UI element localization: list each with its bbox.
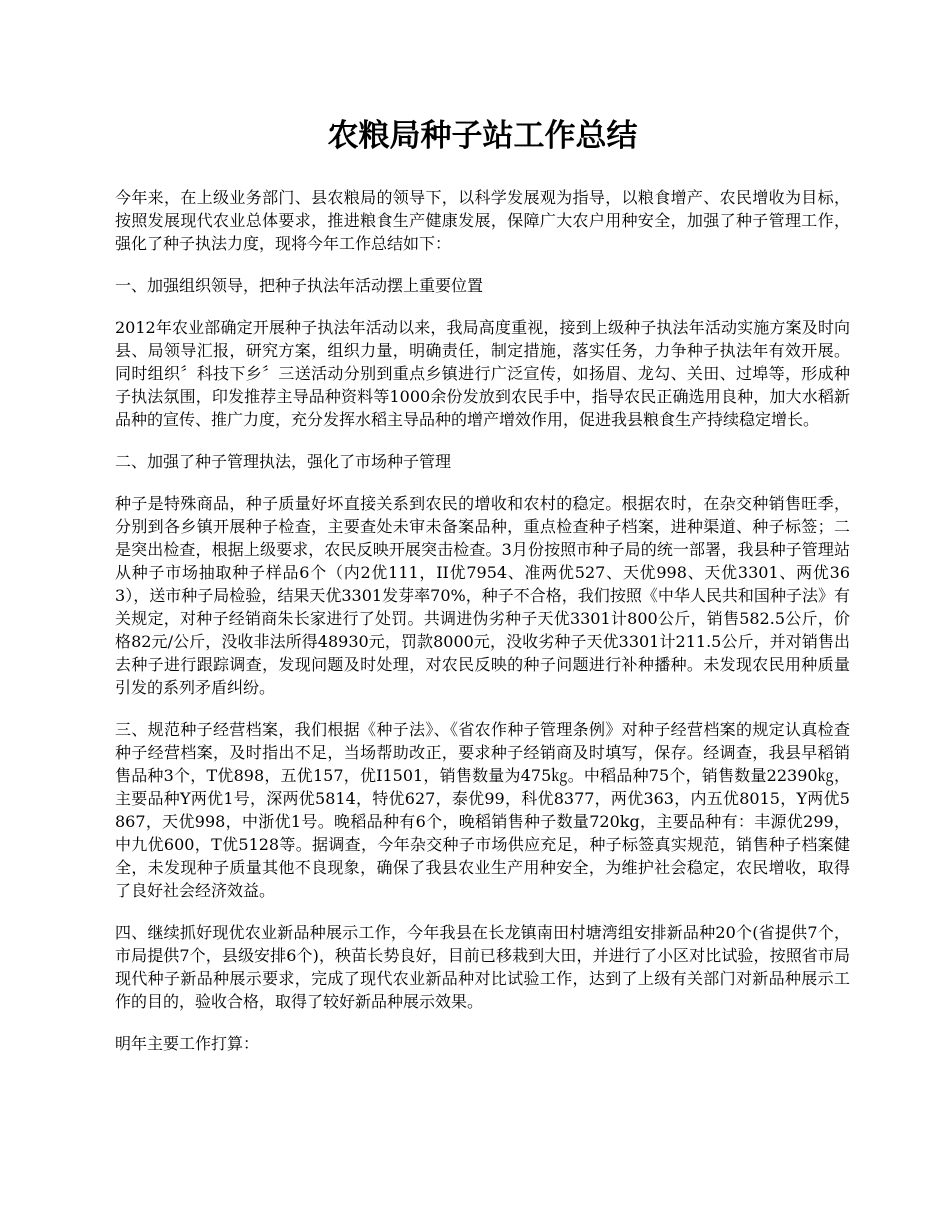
section-heading-2: 二、加强了种子管理执法，强化了市场种子管理 <box>115 452 452 471</box>
document-title: 农粮局种子站工作总结 <box>327 118 638 154</box>
section-body-1: 2012年农业部确定开展种子执法年活动以来，我局高度重视，接到上级种子执法年活动实施方案及时向县、局领导汇报，研究方案，组织力量，明确责任，制定措施，落实任务，力争种子执法年有效开展。同时组织〞科技下乡〞三送活动分别到重点乡镇进行广泛宣传，如扬眉、龙勾、关田、过埠等，形成种子执法氛围，印发推荐主导品种资料等1000余份发放到农民手中，指导农民正确选用良种，加大水稻新品种的宣传、推广力度，充分发挥水稻主导品种的增产增效作用，促进我县粮食生产持续稳定增长。 <box>115 318 850 429</box>
intro-paragraph: 今年来，在上级业务部门、县农粮局的领导下，以科学发展观为指导，以粮食增产、农民增收为目标，按照发展现代农业总体要求，推进粮食生产健康发展，保障广大农户用种安全，加强了种子管理工作，强化了种子执法力度，现将今年工作总结如下： <box>115 188 850 253</box>
document-page <box>115 112 850 1074</box>
section-body-3: 三、规范种子经营档案，我们根据《种子法》、《省农作种子管理条例》对种子经营档案的规定认真检查种子经营档案，及时指出不足，当场帮助改正，要求种子经销商及时填写，保存。经调查，我县早稻销售品种3个，T优898，五优157，优I1501，销售数量为475㎏。中稻品种75个，销售数量22390㎏，主要品种Y两优1号，深两优5814，特优627，泰优99，科优8377，两优363，内五优8015，Y两优5867，天优998，中浙优1号。晚稻品种有6个，晚稻销售种子数量720kg，主要品种有：丰源优299，中九优600，T优5128等。据调查，今年杂交种子市场供应充足，种子标签真实规范，销售种子档案健全，未发现种子质量其他不良现象，确保了我县农业生产用种安全，为维护社会稳定，农民增收，取得了良好社会经济效益。 <box>115 720 850 900</box>
next-year-plan-heading: 明年主要工作打算： <box>115 1034 260 1053</box>
section-body-4: 四、继续抓好现优农业新品种展示工作，今年我县在长龙镇南田村塘湾组安排新品种20个(省提供7个，市局提供7个，县级安排6个)，秧苗长势良好，目前已移栽到大田，并进行了小区对比试验，按照省市局现代种子新品种展示要求，完成了现代农业新品种对比试验工作，达到了上级有关部门对新品种展示工作的目的，验收合格，取得了较好新品种展示效果。 <box>115 923 850 1011</box>
section-body-2: 种子是特殊商品，种子质量好坏直接关系到农民的增收和农村的稳定。根据农时，在杂交种销售旺季，分别到各乡镇开展种子检查，主要查处未审未备案品种，重点检查种子档案，进种渠道、种子标签；二是突出检查，根据上级要求，农民反映开展突击检查。3月份按照市种子局的统一部署，我县种子管理站从种子市场抽取种子样品6个（内2优111，II优7954、准两优527、天优998、天优3301、两优363），送市种子局检验，结果天优3301发芽率70%，种子不合格，我们按照《中华人民共和国种子法》有关规定，对种子经销商朱长家进行了处罚。共调进伪劣种子天优3301计800公斤，销售582.5公斤，价格82元/公斤，没收非法所得48930元，罚款8000元，没收劣种子天优3301计211.5公斤，并对销售出去种子进行跟踪调查，发现问题及时处理，对农民反映的种子问题进行补种播种。未发现农民用种质量引发的系列矛盾纠纷。 <box>115 494 850 697</box>
section-heading-1: 一、加强组织领导，把种子执法年活动摆上重要位置 <box>115 276 484 295</box>
